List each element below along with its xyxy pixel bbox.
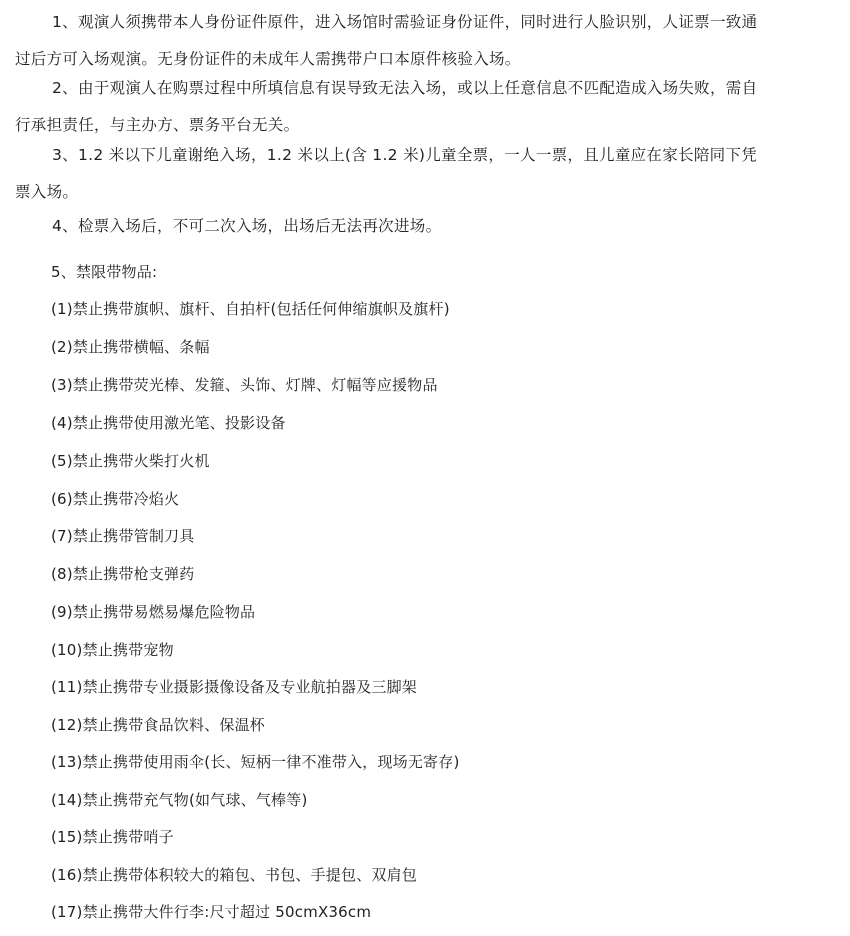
- paragraph-line: 过后方可入场观演。无身份证件的未成年人需携带户口本原件核验入场。: [15, 50, 521, 68]
- notice-paragraph-4: [52, 208, 812, 245]
- prohibited-item: (10)禁止携带宠物: [51, 641, 174, 659]
- prohibited-item: (8)禁止携带枪支弹药: [51, 565, 195, 583]
- prohibited-item: (11)禁止携带专业摄影摄像设备及专业航拍器及三脚架: [51, 678, 417, 696]
- prohibited-item: (5)禁止携带火柴打火机: [51, 452, 210, 470]
- prohibited-item: (15)禁止携带哨子: [51, 828, 174, 846]
- paragraph-line: 4、检票入场后，不可二次入场，出场后无法再次进场。: [52, 217, 442, 235]
- paragraph-line: 2、由于观演人在购票过程中所填信息有误导致无法入场，或以上任意信息不匹配造成入场失败，需自: [52, 79, 758, 97]
- paragraph-line: 行承担责任，与主办方、票务平台无关。: [15, 116, 300, 134]
- prohibited-item: (12)禁止携带食品饮料、保温杯: [51, 716, 265, 734]
- prohibited-item: (3)禁止携带荧光棒、发箍、头饰、灯牌、灯幅等应援物品: [51, 376, 438, 394]
- prohibited-items-heading: 5、禁限带物品:: [51, 263, 158, 281]
- paragraph-line: 票入场。: [15, 183, 79, 201]
- prohibited-item: (13)禁止携带使用雨伞(长、短柄一律不准带入，现场无寄存): [51, 753, 460, 771]
- prohibited-item: (2)禁止携带横幅、条幅: [51, 338, 210, 356]
- prohibited-item: (1)禁止携带旗帜、旗杆、自拍杆(包括任何伸缩旗帜及旗杆): [51, 300, 450, 318]
- prohibited-item: (14)禁止携带充气物(如气球、气棒等): [51, 791, 308, 809]
- paragraph-line: 3、1.2 米以下儿童谢绝入场，1.2 米以上(含 1.2 米)儿童全票，一人一票，且儿童应在家长陪同下凭: [52, 146, 758, 164]
- prohibited-item: (7)禁止携带管制刀具: [51, 527, 195, 545]
- paragraph-line: 1、观演人须携带本人身份证件原件，进入场馆时需验证身份证件，同时进行人脸识别，人证票一致通: [52, 13, 758, 31]
- prohibited-item: (6)禁止携带冷焰火: [51, 490, 180, 508]
- prohibited-item: (9)禁止携带易燃易爆危险物品: [51, 603, 256, 621]
- notice-paragraph-2: [15, 70, 812, 144]
- prohibited-item: (16)禁止携带体积较大的箱包、书包、手提包、双肩包: [51, 866, 417, 884]
- prohibited-item: (17)禁止携带大件行李:尺寸超过 50cmX36cm: [51, 903, 372, 921]
- notice-paragraph-3: [15, 137, 812, 211]
- prohibited-item: (4)禁止携带使用激光笔、投影设备: [51, 414, 286, 432]
- notice-paragraph-1: [15, 4, 812, 78]
